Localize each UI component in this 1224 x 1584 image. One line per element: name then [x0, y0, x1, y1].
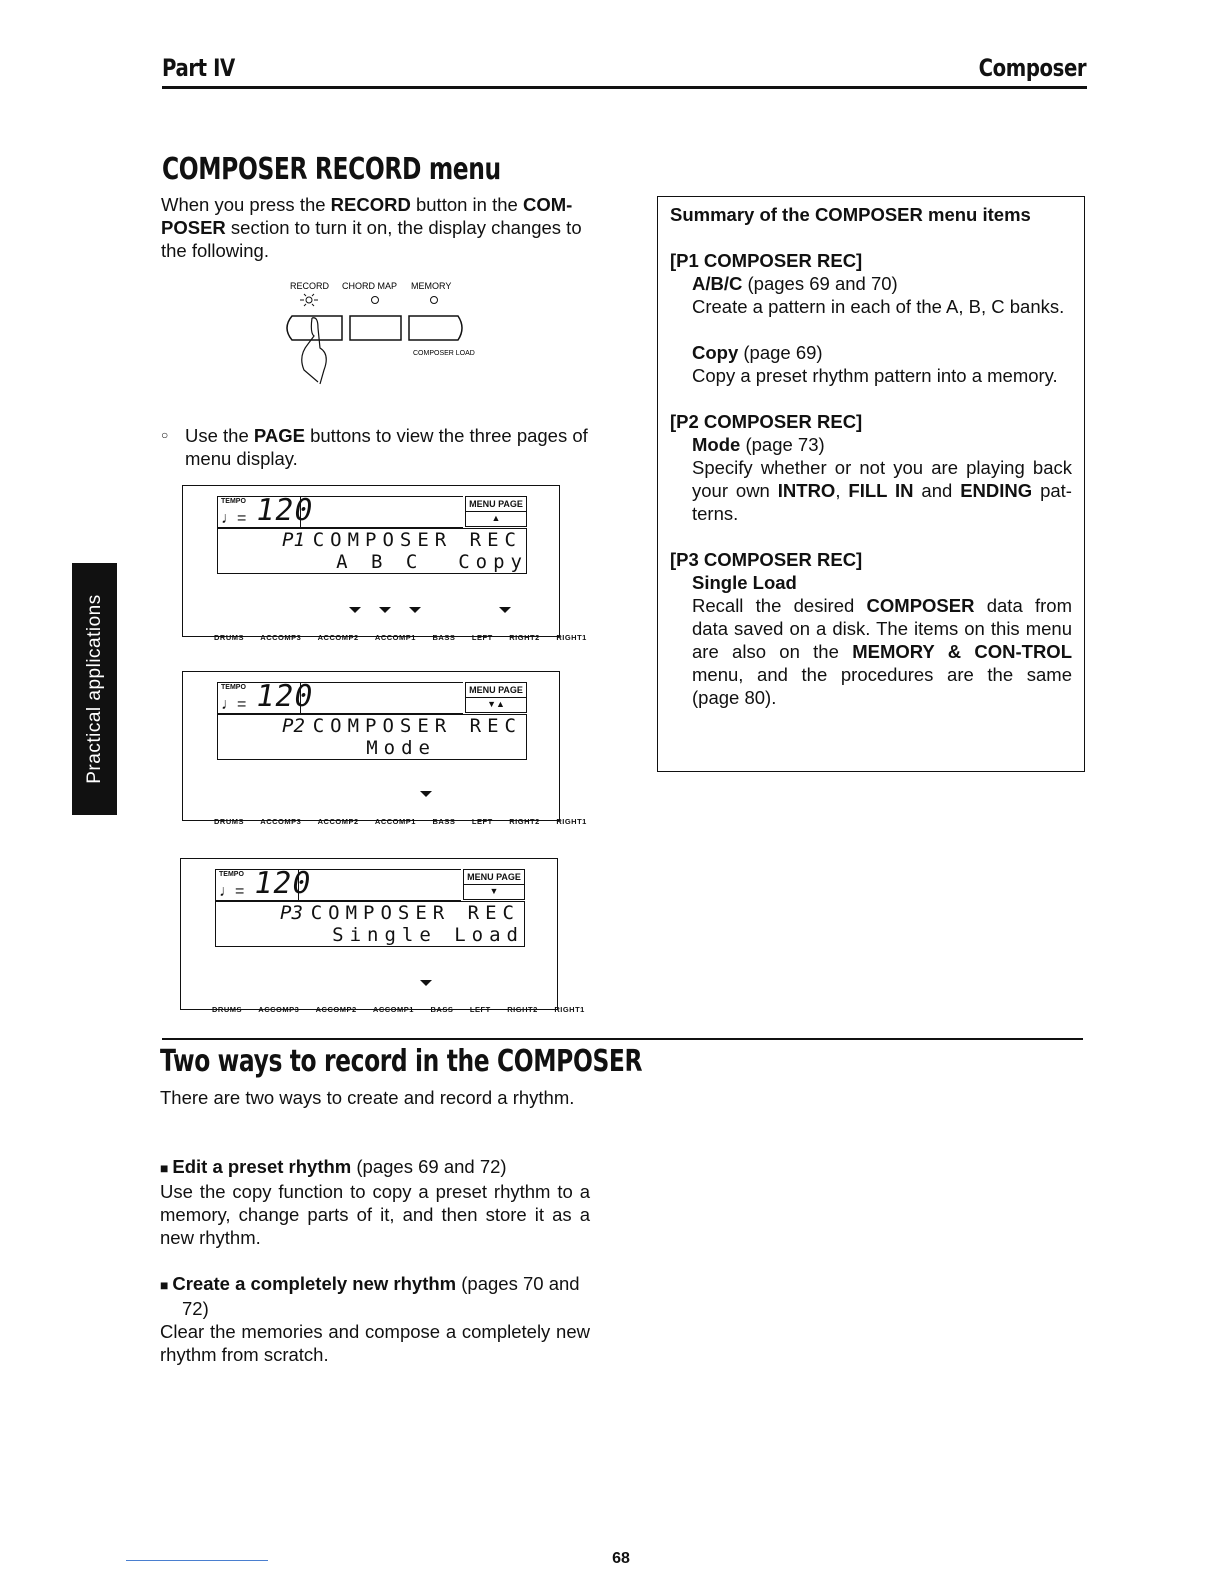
summary-item-name: Mode (page 73) — [692, 434, 825, 455]
record-button-illustration — [280, 278, 480, 398]
summary-box — [657, 196, 1085, 772]
section2-items — [160, 1155, 590, 1389]
summary-group-heading: [P3 COMPOSER REC] — [670, 549, 863, 570]
page-number: 68 — [612, 1550, 630, 1567]
lcd-part-labels: DRUMS ACCOMP3 ACCOMP2 ACCOMP1 BASS LEFT RIGHT2 RIGHT1 — [214, 817, 587, 826]
section1-intro: When you press the RECORD button in the COM-POSER section to turn it on, the display changes to the following. — [161, 194, 582, 261]
tempo-readout — [217, 493, 317, 528]
summary-item-name: A/B/C (pages 69 and 70) — [692, 273, 898, 294]
indicator-icon — [431, 297, 438, 304]
lcd-main-text — [217, 528, 527, 574]
part-arrow-icon — [349, 607, 361, 613]
tempo-value: 120 — [252, 679, 317, 714]
lcd-main-text — [217, 714, 527, 760]
lcd-display — [182, 671, 560, 821]
lcd-blank-segment — [301, 496, 463, 528]
bullet-text: Use the PAGE buttons to view the three pages of menu display. — [185, 425, 588, 469]
lcd-line1: COMPOSER REC — [312, 529, 522, 551]
tempo-label: TEMPO — [219, 871, 244, 878]
summary-item-name: Copy (page 69) — [692, 342, 823, 363]
square-bullet-icon: ■ — [160, 1160, 173, 1176]
lcd-line1: COMPOSER REC — [312, 715, 522, 737]
chord-map-button — [350, 316, 401, 340]
chord-map-label: CHORD MAP — [342, 281, 398, 291]
header-chapter: Composer — [978, 54, 1086, 82]
page-buttons-bullet — [161, 424, 591, 470]
tempo-readout — [217, 679, 317, 714]
summary-group-heading: [P1 COMPOSER REC] — [670, 250, 863, 271]
way-item: ■ Edit a preset rhythm (pages 69 and 72) Use the copy function to copy a preset rhythm to a memory, change parts of it, and then store it as a new rhythm. — [160, 1156, 590, 1248]
lcd-page-number: P3 — [280, 902, 303, 924]
header-part: Part IV — [162, 54, 235, 82]
side-tab-label: Practical applications — [83, 594, 105, 784]
lcd-line2: A B C Copy — [336, 551, 528, 573]
tempo-note: ♩= — [221, 696, 247, 713]
section-title-composer-record: COMPOSER RECORD menu — [162, 152, 501, 187]
summary-item-desc: Create a pattern in each of the A, B, C banks. — [692, 296, 1065, 317]
lcd-blank-segment — [301, 682, 463, 714]
lit-indicator-icon — [300, 294, 318, 306]
lcd-segment — [465, 512, 527, 527]
tempo-readout — [215, 866, 315, 901]
summary-item-desc: Specify whether or not you are playing back your own INTRO, FILL IN and ENDING pat-terns. — [692, 457, 1072, 524]
tempo-note: ♩= — [219, 883, 245, 900]
summary-item-name: Single Load — [692, 572, 797, 593]
menu-page-indicator: MENU PAGE ▼ — [463, 869, 525, 885]
section2-intro: There are two ways to create and record a rhythm. — [160, 1087, 575, 1108]
lcd-part-labels: DRUMS ACCOMP3 ACCOMP2 ACCOMP1 BASS LEFT RIGHT2 RIGHT1 — [214, 633, 587, 642]
footer-line — [126, 1560, 268, 1561]
lcd-page-number: P2 — [282, 715, 305, 737]
header-rule — [162, 86, 1087, 89]
record-button — [287, 316, 342, 340]
section-title-two-ways: Two ways to record in the COMPOSER — [160, 1044, 643, 1079]
summary-title: Summary of the COMPOSER menu items — [670, 204, 1031, 225]
menu-page-indicator: MENU PAGE ▲ — [465, 496, 527, 512]
tempo-value: 120 — [252, 493, 317, 528]
part-arrow-icon — [409, 607, 421, 613]
section-divider — [162, 1038, 1083, 1040]
record-label: RECORD — [290, 281, 330, 291]
indicator-icon — [372, 297, 379, 304]
lcd-segment — [463, 885, 525, 900]
lcd-segment — [465, 698, 527, 713]
square-bullet-icon: ■ — [160, 1277, 173, 1293]
memory-label: MEMORY — [411, 281, 452, 291]
summary-item-desc: Recall the desired COMPOSER data from data saved on a disk. The items on this menu are also on the MEMORY & CON-TROL menu, and the procedures are the same (page 80). — [692, 595, 1073, 708]
lcd-main-text — [215, 901, 525, 947]
summary-item-desc: Copy a preset rhythm pattern into a memory. — [692, 365, 1058, 386]
menu-page-indicator: MENU PAGE ▼▲ — [465, 682, 527, 698]
tempo-label: TEMPO — [221, 684, 246, 691]
tempo-label: TEMPO — [221, 498, 246, 505]
part-arrow-icon — [499, 607, 511, 613]
hand-pointer-icon — [302, 318, 327, 384]
tempo-note: ♩= — [221, 510, 247, 527]
lcd-line2: Single Load — [332, 924, 524, 946]
part-arrow-icon — [420, 980, 432, 986]
summary-group-heading: [P2 COMPOSER REC] — [670, 411, 863, 432]
bullet-icon: ○ — [161, 428, 169, 442]
part-arrow-icon — [420, 791, 432, 797]
lcd-display — [180, 858, 558, 1010]
side-tab — [72, 563, 117, 815]
part-arrow-icon — [379, 607, 391, 613]
composer-load-label: COMPOSER LOAD — [413, 350, 475, 357]
lcd-page-number: P1 — [282, 529, 305, 551]
tempo-value: 120 — [250, 866, 315, 901]
lcd-line2: Mode — [366, 737, 436, 759]
memory-button — [409, 316, 462, 340]
lcd-display — [182, 485, 560, 637]
lcd-part-labels: DRUMS ACCOMP3 ACCOMP2 ACCOMP1 BASS LEFT RIGHT2 RIGHT1 — [212, 1005, 585, 1014]
lcd-blank-segment — [299, 869, 461, 901]
way-item: ■ Create a completely new rhythm (pages 70 and 72) Clear the memories and compose a completely new rhythm from scratch. — [160, 1273, 590, 1365]
lcd-line1: COMPOSER REC — [310, 902, 520, 924]
